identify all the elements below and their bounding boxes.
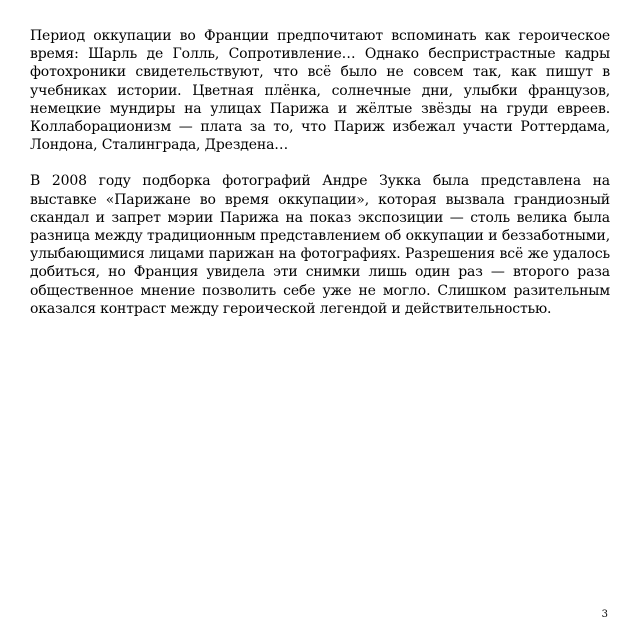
paragraph-exhibition-2008: В 2008 году подборка фотографий Андре Зукка была представлена на выставке «Парижане во время оккупации», которая вызвала грандиозный скандал и запрет мэрии Парижа на показ экспозиции — столь велика была разница между традиционным представлением об оккупации и беззаботными, улыбающимися лицами парижан на фотографиях. Разрешения всё же удалось добиться, но Франция увидела эти снимки лишь один раз — второго раза общественное мнение позволить себе уже не могло. Слишком разительным оказался контраст между героической легендой и действительностью. [30,173,610,317]
paragraph-occupation-memory: Период оккупации во Франции предпочитают вспоминать как героическое время: Шарль де Голль, Сопротивление… Однако беспристрастные кадры фотохроники свидетельствуют, что всё было не совсем так, как пишут в учебниках истории. Цветная плёнка, солнечные дни, улыбки французов, немецкие мундиры на улицах Парижа и жёлтые звёзды на груди евреев. Коллаборационизм — плата за то, что Париж избежал участи Роттердама, Лондона, Сталинграда, Дрездена… [30,28,610,154]
document-page [30,27,610,318]
page-number: 3 [601,609,608,620]
